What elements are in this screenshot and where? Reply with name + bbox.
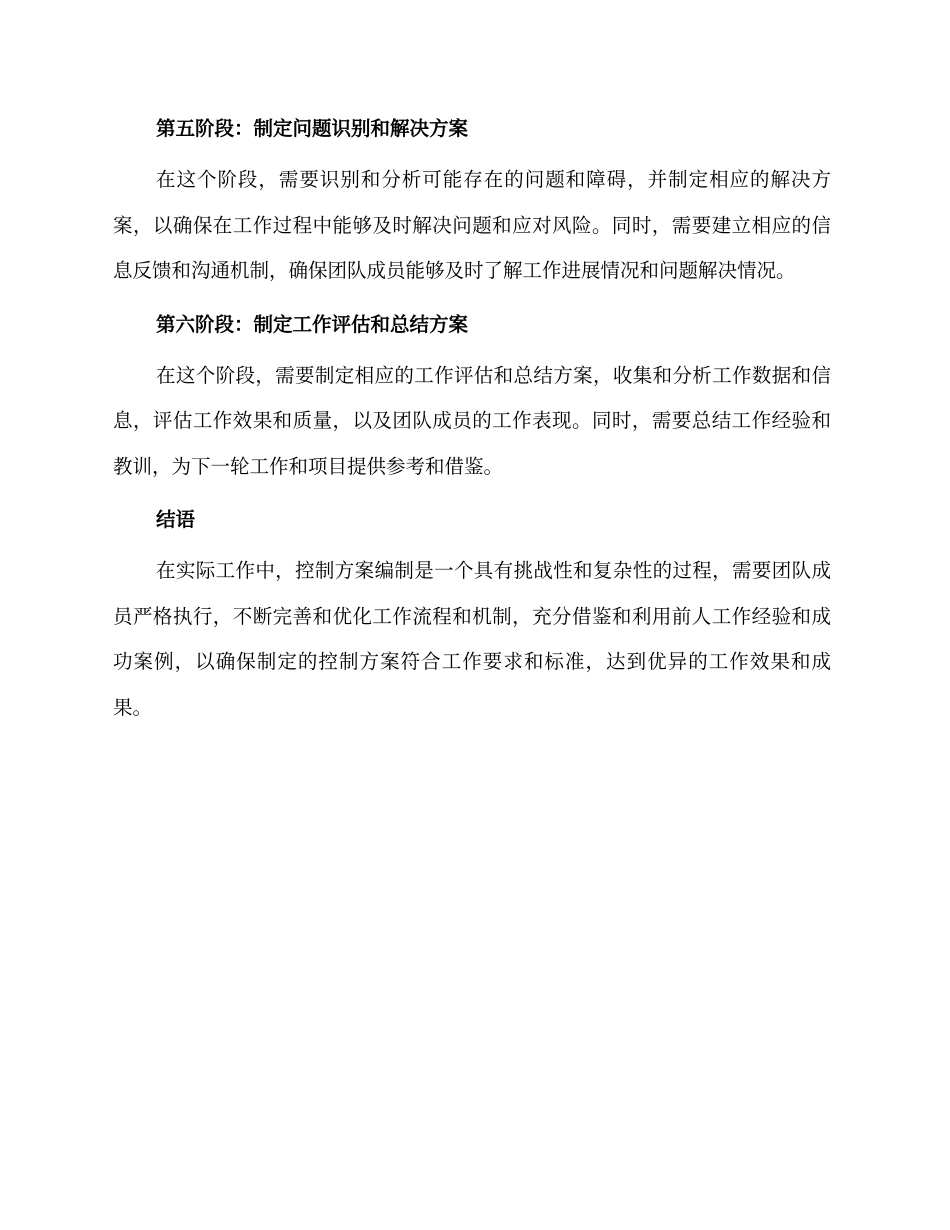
spacer [113, 294, 831, 308]
section-paragraph-stage-6: 在这个阶段，需要制定相应的工作评估和总结方案，收集和分析工作数据和信息，评估工作效果和质量，以及团队成员的工作表现。同时，需要总结工作经验和教训，为下一轮工作和项目提供参考和借鉴。 [113, 363, 831, 478]
spacer [113, 489, 831, 503]
spacer [113, 536, 831, 548]
section-paragraph-conclusion: 在实际工作中，控制方案编制是一个具有挑战性和复杂性的过程，需要团队成员严格执行，不断完善和优化工作流程和机制，充分借鉴和利用前人工作经验和成功案例，以确保制定的控制方案符合工作要求和标准，达到优异的工作效果和成果。 [113, 559, 831, 719]
section-heading-stage-6: 第六阶段：制定工作评估和总结方案 [156, 312, 469, 336]
section-paragraph-stage-5: 在这个阶段，需要识别和分析可能存在的问题和障碍，并制定相应的解决方案，以确保在工作过程中能够及时解决问题和应对风险。同时，需要建立相应的信息反馈和沟通机制，确保团队成员能够及时了解工作进展情况和问题解决情况。 [113, 168, 831, 282]
spacer [113, 145, 831, 157]
section-heading-conclusion: 结语 [156, 508, 196, 531]
spacer [113, 341, 831, 353]
document-page [113, 112, 831, 730]
section-heading-stage-5: 第五阶段：制定问题识别和解决方案 [156, 117, 469, 140]
